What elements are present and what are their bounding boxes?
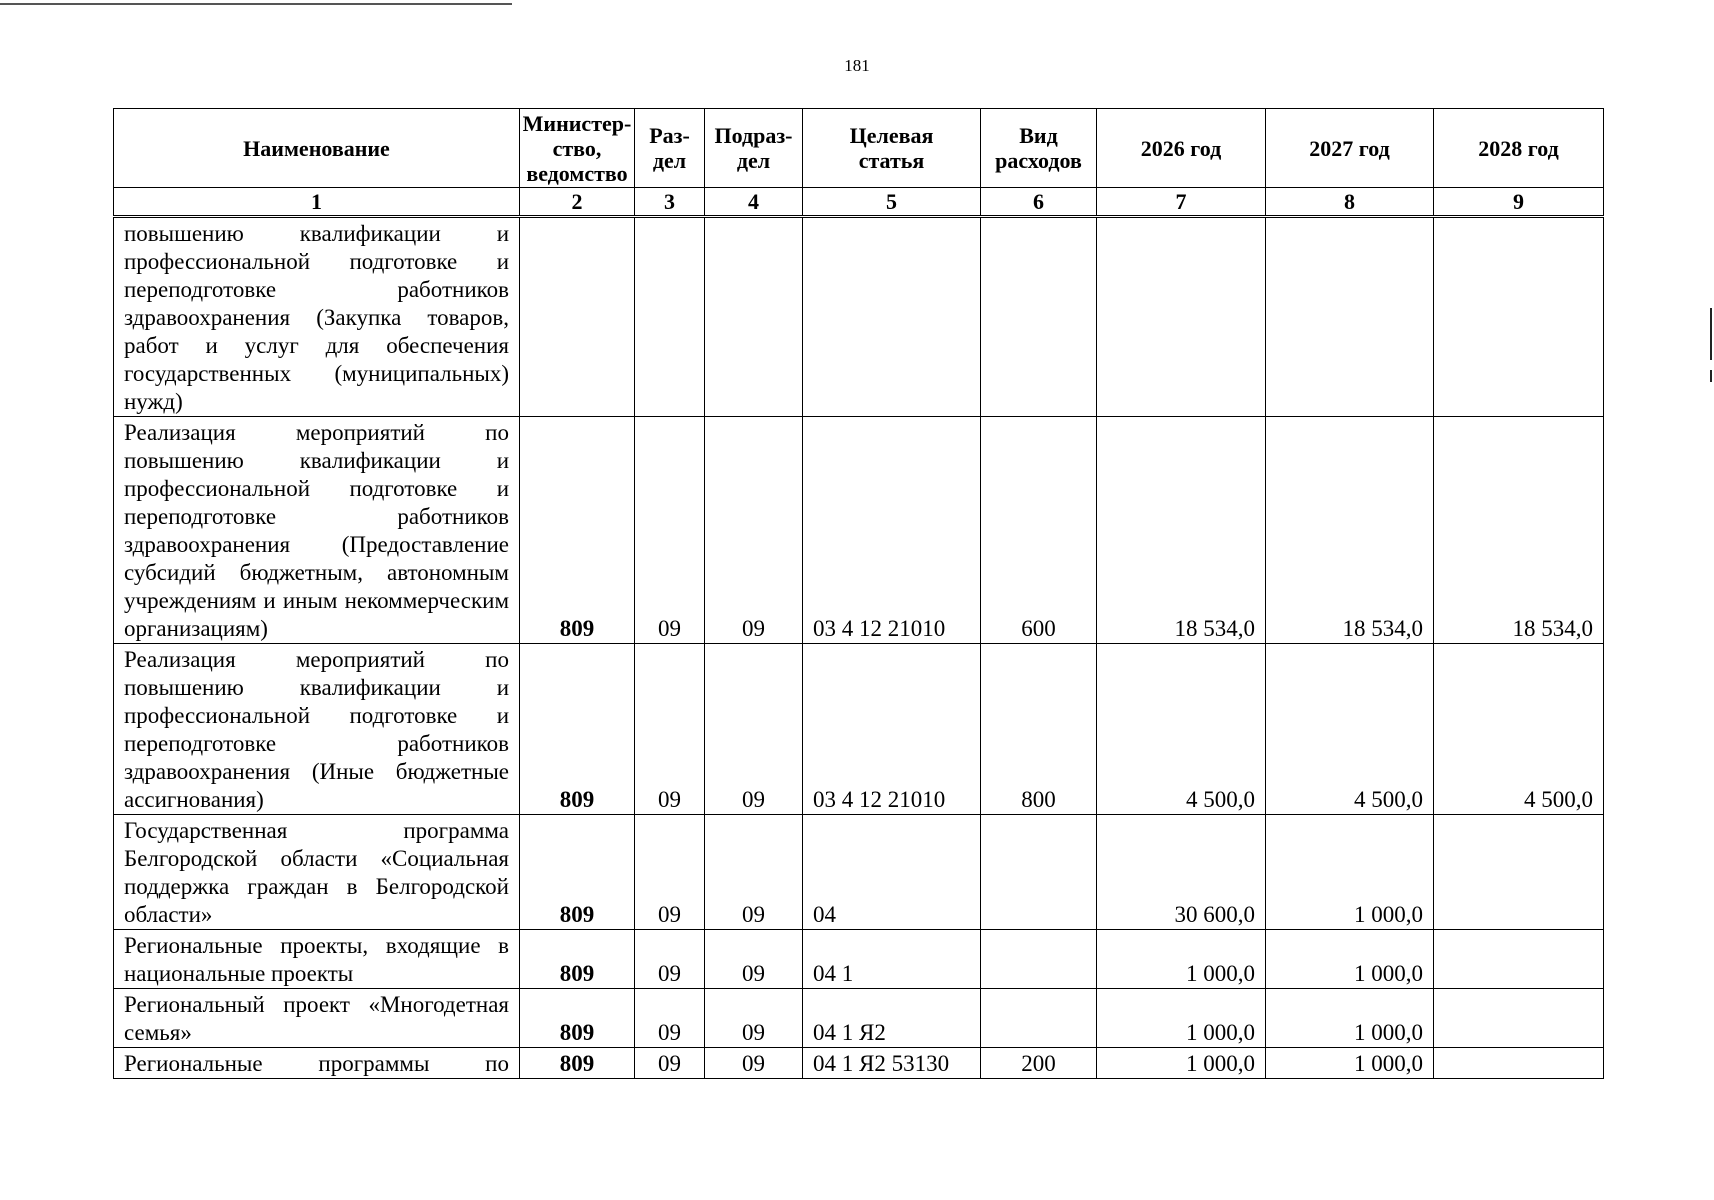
column-number: 9 xyxy=(1434,188,1604,217)
row-amount-2028 xyxy=(1434,1048,1604,1079)
row-amount-2028: 18 534,0 xyxy=(1434,417,1604,644)
row-amount-2028 xyxy=(1434,989,1604,1048)
row-ministry: 809 xyxy=(520,989,635,1048)
row-ministry: 809 xyxy=(520,815,635,930)
row-expense-type xyxy=(981,815,1097,930)
row-target-article: 04 1 Я2 53130 xyxy=(803,1048,981,1079)
column-number: 1 xyxy=(114,188,520,217)
row-amount-2028 xyxy=(1434,815,1604,930)
header-expense-type: Вид расходов xyxy=(981,109,1097,188)
column-number: 2 xyxy=(520,188,635,217)
header-target-article: Целевая статья xyxy=(803,109,981,188)
row-section: 09 xyxy=(635,417,705,644)
row-name: Региональные программы по xyxy=(114,1048,520,1079)
row-amount-2026: 1 000,0 xyxy=(1097,930,1266,989)
row-section: 09 xyxy=(635,815,705,930)
row-amount-2027: 1 000,0 xyxy=(1266,815,1434,930)
top-rule xyxy=(0,3,512,5)
column-number: 7 xyxy=(1097,188,1266,217)
page-number: 181 xyxy=(844,56,870,75)
row-target-article: 04 1 Я2 xyxy=(803,989,981,1048)
header-ministry: Министер- ство, ведомство xyxy=(520,109,635,188)
row-amount-2028: 4 500,0 xyxy=(1434,644,1604,815)
table-row xyxy=(114,989,1604,1048)
row-target-article: 03 4 12 21010 xyxy=(803,644,981,815)
row-subsection: 09 xyxy=(705,930,803,989)
column-number: 4 xyxy=(705,188,803,217)
row-subsection: 09 xyxy=(705,815,803,930)
row-amount-2027: 4 500,0 xyxy=(1266,644,1434,815)
row-section: 09 xyxy=(635,930,705,989)
row-amount-2027 xyxy=(1266,217,1434,417)
row-target-article xyxy=(803,217,981,417)
column-number: 3 xyxy=(635,188,705,217)
row-section xyxy=(635,217,705,417)
row-name: Реализация мероприятий по повышению квалификации и профессиональной подготовке и переподготовке работников здравоохранения (Предоставление субсидий бюджетным, автономным учреждениям и иным некоммерческим организациям) xyxy=(114,417,520,644)
column-number: 5 xyxy=(803,188,981,217)
row-subsection: 09 xyxy=(705,989,803,1048)
row-expense-type xyxy=(981,930,1097,989)
header-year-2028: 2028 год xyxy=(1434,109,1604,188)
table-row xyxy=(114,217,1604,417)
row-amount-2027: 1 000,0 xyxy=(1266,1048,1434,1079)
row-subsection: 09 xyxy=(705,417,803,644)
row-subsection xyxy=(705,217,803,417)
table-row xyxy=(114,417,1604,644)
row-ministry: 809 xyxy=(520,417,635,644)
row-name: Региональный проект «Многодетная семья» xyxy=(114,989,520,1048)
row-expense-type: 200 xyxy=(981,1048,1097,1079)
header-name: Наименование xyxy=(114,109,520,188)
row-name: Государственная программа Белгородской области «Социальная поддержка граждан в Белгородской области» xyxy=(114,815,520,930)
row-expense-type xyxy=(981,217,1097,417)
row-ministry: 809 xyxy=(520,644,635,815)
row-amount-2026: 1 000,0 xyxy=(1097,989,1266,1048)
column-number: 8 xyxy=(1266,188,1434,217)
row-amount-2026: 18 534,0 xyxy=(1097,417,1266,644)
row-target-article: 04 1 xyxy=(803,930,981,989)
table-row xyxy=(114,1048,1604,1079)
budget-table xyxy=(113,108,1604,1079)
row-section: 09 xyxy=(635,1048,705,1079)
row-name: Региональные проекты, входящие в национальные проекты xyxy=(114,930,520,989)
column-number: 6 xyxy=(981,188,1097,217)
table-row xyxy=(114,644,1604,815)
header-row xyxy=(114,109,1604,188)
row-amount-2026 xyxy=(1097,217,1266,417)
table-row xyxy=(114,930,1604,989)
row-target-article: 03 4 12 21010 xyxy=(803,417,981,644)
header-subsection: Подраз- дел xyxy=(705,109,803,188)
row-amount-2027: 1 000,0 xyxy=(1266,989,1434,1048)
row-amount-2026: 30 600,0 xyxy=(1097,815,1266,930)
row-section: 09 xyxy=(635,644,705,815)
table-row xyxy=(114,815,1604,930)
scan-edge-mark xyxy=(1710,370,1712,382)
row-expense-type: 600 xyxy=(981,417,1097,644)
row-section: 09 xyxy=(635,989,705,1048)
row-subsection: 09 xyxy=(705,1048,803,1079)
row-ministry: 809 xyxy=(520,930,635,989)
header-year-2026: 2026 год xyxy=(1097,109,1266,188)
row-amount-2026: 1 000,0 xyxy=(1097,1048,1266,1079)
row-amount-2028 xyxy=(1434,930,1604,989)
row-amount-2027: 18 534,0 xyxy=(1266,417,1434,644)
row-target-article: 04 xyxy=(803,815,981,930)
row-expense-type xyxy=(981,989,1097,1048)
row-ministry: 809 xyxy=(520,1048,635,1079)
scan-edge-mark xyxy=(1710,308,1712,360)
row-name: повышению квалификации и профессиональной подготовке и переподготовке работников здравоохранения (Закупка товаров, работ и услуг для обеспечения государственных (муниципальных) нужд) xyxy=(114,217,520,417)
column-number-row xyxy=(114,188,1604,217)
row-expense-type: 800 xyxy=(981,644,1097,815)
row-amount-2028 xyxy=(1434,217,1604,417)
row-subsection: 09 xyxy=(705,644,803,815)
header-section: Раз- дел xyxy=(635,109,705,188)
row-amount-2026: 4 500,0 xyxy=(1097,644,1266,815)
row-ministry xyxy=(520,217,635,417)
row-amount-2027: 1 000,0 xyxy=(1266,930,1434,989)
header-year-2027: 2027 год xyxy=(1266,109,1434,188)
row-name: Реализация мероприятий по повышению квалификации и профессиональной подготовке и переподготовке работников здравоохранения (Иные бюджетные ассигнования) xyxy=(114,644,520,815)
